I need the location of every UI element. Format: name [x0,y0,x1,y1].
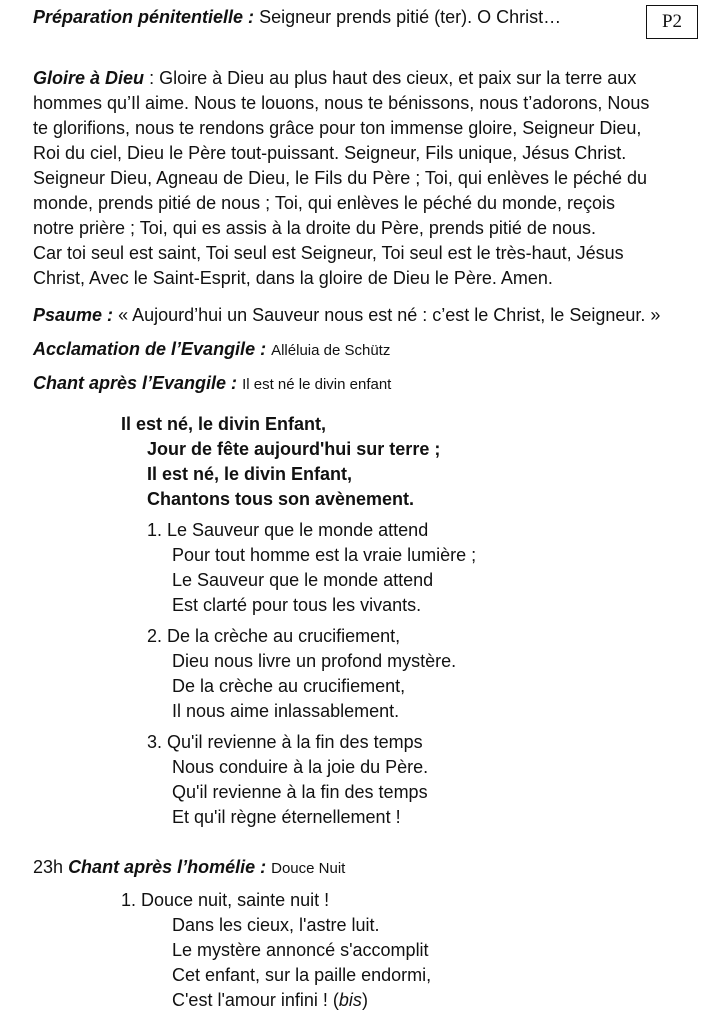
refrain-line: Il est né, le divin Enfant, [121,414,327,434]
acclamation-label: Acclamation de l’Evangile : [33,339,267,359]
acclamation-text: Alléluia de Schütz [271,342,391,359]
gloire-text: : Gloire à Dieu au plus haut des cieux, et paix sur la terre aux [149,68,637,88]
couplet-1-line: 1. Le Sauveur que le monde attend [147,520,429,540]
prep-label: Préparation pénitentielle : [33,7,255,27]
douce-nuit-line: Cet enfant, sur la paille endormi, [172,965,432,985]
gloire-block [33,66,649,291]
homelie-line [33,855,345,881]
homelie-label: Chant après l’homélie : [68,857,267,877]
refrain-line: Jour de fête aujourd'hui sur terre ; [147,439,441,459]
couplet-1-line: Pour tout homme est la vraie lumière ; [172,545,477,565]
psaume-line [33,303,660,328]
couplet-2-line: De la crèche au crucifiement, [172,676,406,696]
douce-nuit-line: Dans les cieux, l'astre luit. [172,915,380,935]
chant-evangile-label: Chant après l’Evangile : [33,373,238,393]
couplet-2-line: Il nous aime inlassablement. [172,701,400,721]
prep-text: Seigneur prends pitié (ter). O Christ… [259,7,562,27]
bis-close: ) [361,990,368,1010]
couplet-3-line: Et qu'il règne éternellement ! [172,807,401,827]
gloire-line: monde, prends pitié de nous ; Toi, qui enlèves le péché du monde, reçois [33,193,616,213]
prep-line [33,5,561,30]
gloire-line: te glorifions, nous te rendons grâce pour ton immense gloire, Seigneur Dieu, [33,118,642,138]
couplet-3-line: Nous conduire à la joie du Père. [172,757,429,777]
acclamation-line [33,337,390,363]
gloire-line-1 [33,66,649,91]
gloire-line: Christ, Avec le Saint-Esprit, dans la gloire de Dieu le Père. Amen. [33,268,553,288]
gloire-line: hommes qu’Il aime. Nous te louons, nous te bénissons, nous t’adorons, Nous [33,93,650,113]
homelie-text: Douce Nuit [271,860,346,877]
psaume-text: « Aujourd’hui un Sauveur nous est né : c’est le Christ, le Seigneur. » [118,305,661,325]
couplet-1-line: Est clarté pour tous les vivants. [172,595,422,615]
gloire-label: Gloire à Dieu [33,68,145,88]
gloire-line: Roi du ciel, Dieu le Père tout-puissant. Seigneur, Fils unique, Jésus Christ. [33,143,627,163]
gloire-line: Seigneur Dieu, Agneau de Dieu, le Fils du Père ; Toi, qui enlèves le péché du [33,168,648,188]
page-number-box: P2 [646,5,698,39]
couplet-1-line: Le Sauveur que le monde attend [172,570,434,590]
gloire-line: Car toi seul est saint, Toi seul est Seigneur, Toi seul est le très-haut, Jésus [33,243,624,263]
homelie-time: 23h [33,857,64,877]
gloire-line: notre prière ; Toi, qui es assis à la droite du Père, prends pitié de nous. [33,218,596,238]
douce-nuit-last: C'est l'amour infini ! ( [172,990,339,1010]
refrain-line: Chantons tous son avènement. [147,489,415,509]
psaume-label: Psaume : [33,305,114,325]
bis-marker: bis [338,990,362,1010]
couplet-2-line: 2. De la crèche au crucifiement, [147,626,401,646]
douce-nuit-line: Le mystère annoncé s'accomplit [172,940,429,960]
chant-evangile-line [33,371,391,397]
refrain-line: Il est né, le divin Enfant, [147,464,353,484]
douce-nuit-line [172,988,368,1013]
douce-nuit-line: 1. Douce nuit, sainte nuit ! [121,890,330,910]
chant-evangile-text: Il est né le divin enfant [242,376,392,393]
couplet-2-line: Dieu nous livre un profond mystère. [172,651,457,671]
couplet-3-line: Qu'il revienne à la fin des temps [172,782,428,802]
couplet-3-line: 3. Qu'il revienne à la fin des temps [147,732,423,752]
